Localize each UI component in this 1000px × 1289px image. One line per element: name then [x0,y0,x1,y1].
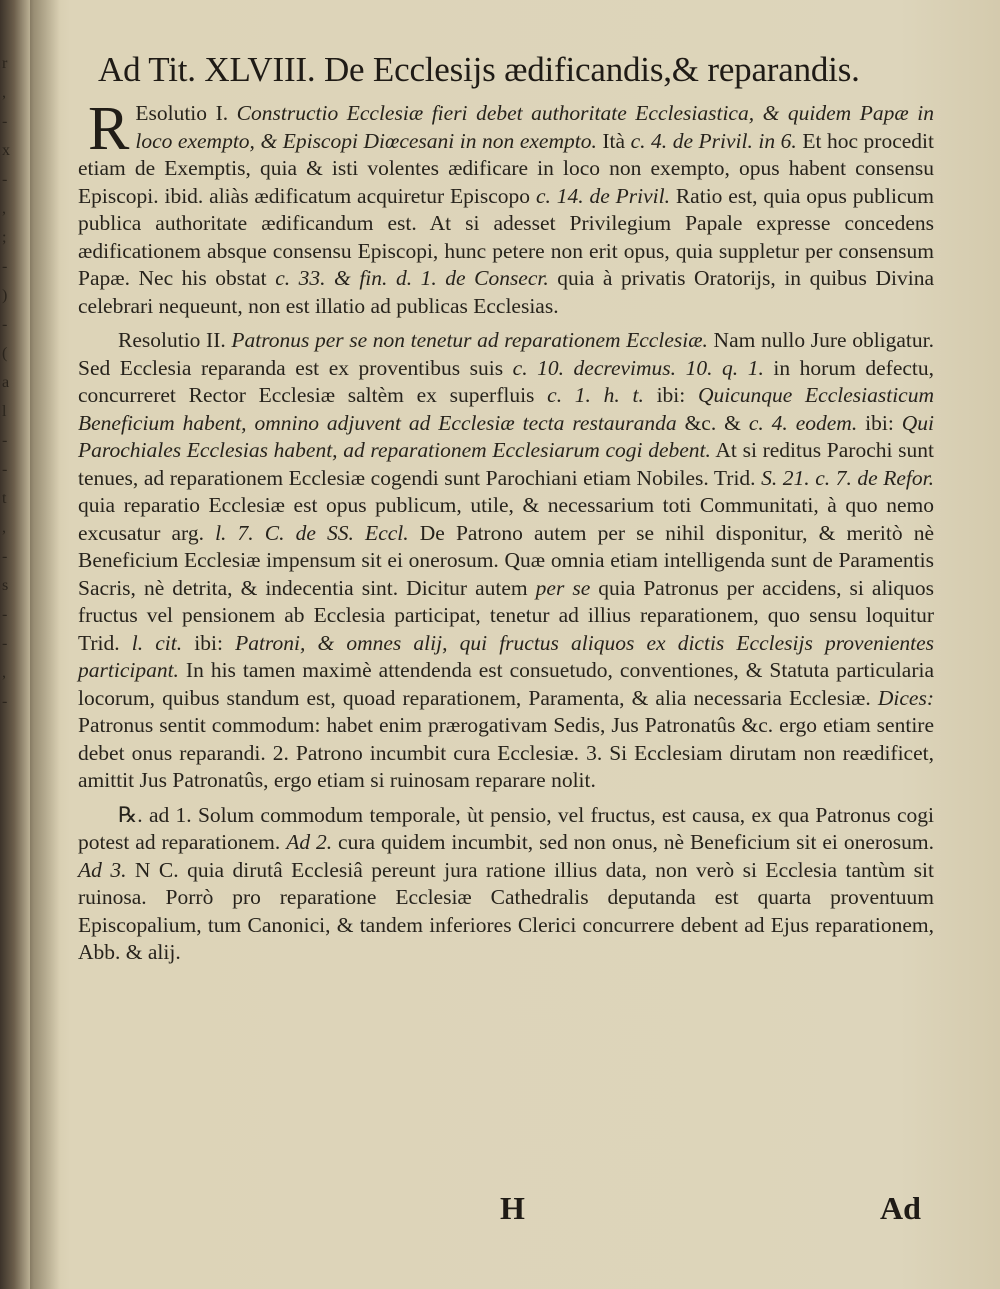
p2-segment: Quicunque Ecclesiasticum Beneficium habent, omnino adjuvent ad Ecclesiæ tecta restauranda [78,383,935,435]
margin-mark: - [2,635,8,652]
p2-segment: Dices: [877,685,934,710]
p2-segment: in horum defectu, concurreret Rector Ecclesiæ saltèm ex superfluis [78,355,935,407]
margin-mark: , [2,84,6,101]
p2-segment: l. 7. C. de SS. Eccl. [215,520,409,545]
p2-segment: Patronus sentit commodum: habet enim prærogativam Sedis, Jus Patronatûs &c. ergo etiam sentire debet onus reparandi. 2. Patrono incumbit cura Ecclesiæ. 3. Si Ecclesiam dirutam non reædificet, amittit Jus Patronatûs, ergo etiam si ruinosam reparare nolit. [78,713,934,792]
margin-mark: a [2,374,10,391]
margin-mark: l [2,403,7,420]
margin-mark: , [2,519,6,536]
p1-segment: quia à privatis Oratorijs, in quibus Divina celebrari nequeunt, non est illatio ad publicas Ecclesias. [78,266,934,318]
p2-segment: ibi: [643,383,698,407]
p2-segment: ibi: [857,410,902,435]
p2-segment: per se [535,575,591,600]
p1-segment: c. 33. & fin. d. 1. de Consecr. [275,266,549,290]
margin-mark: ; [2,229,7,246]
p2-segment: De Patrono autem per se nihil disponitur, & meritò nè Beneficium Ecclesiæ impensum sit ei onerosum. Quæ omnia etiam intelligenda sunt de Paramentis Sacris, nè detrita, & indecentia sint. Dicitur autem [78,520,934,600]
p2-segment: ibi: [182,630,236,655]
margin-mark: , [2,200,6,217]
p2-segment: Qui Parochiales Ecclesias habent, ad reparationem Ecclesiarum cogi debent. [78,410,934,462]
margin-mark: s [2,577,9,594]
p2-segment: quia reparatio Ecclesiæ est opus publicum, utile, & necessarium toti Communitati, à quo nemo excusatur arg. [78,493,934,545]
margin-mark: ) [2,287,8,304]
p1-segment: Ratio est, quia opus publicum publica authoritate ædificandum est. At si adesset Privilegium Papale expresse concedens ædificationem absque consensu Episcopi, hunc petere non erit opus, quia suppletur per consensum Papæ. Nec his obstat [78,183,934,290]
p2-segment: c. 1. h. t. [547,383,644,407]
p1-segment: Et hoc procedit etiam de Exemptis, quia & isti volentes ædificare in loco non exempto, opus habent consensu Episcopi. ibid. aliàs ædificatum acquiretur Episcopo [78,128,934,208]
margin-mark: - [2,693,8,710]
p1-segment: Esolutio I. [135,101,237,125]
p2-segment: Nam nullo Jure obligatur. Sed Ecclesia reparanda est ex proventibus suis [78,328,935,380]
paragraph-responsio [78,802,934,967]
p3-segment: Ad 2. [286,830,333,854]
p2-segment: S. 21. c. 7. de Refor. [761,465,934,490]
signature-mark: H [500,1190,525,1226]
margin-mark: r [2,55,8,72]
p2-segment: &c. & [676,410,749,435]
p1-segment: Ità [596,128,631,153]
p2-segment: Patronus per se non tenetur ad reparationem Ecclesiæ. [231,328,708,352]
margin-mark: - [2,606,8,623]
heading-text: Ad Tit. XLVIII. De Ecclesijs ædificandis,& reparandis. [98,50,860,89]
p2-segment: l. cit. [131,630,183,655]
drop-cap: R [88,95,130,163]
margin-mark: - [2,461,8,478]
margin-mark: t [2,490,7,507]
margin-mark: - [2,316,8,333]
margin-mark: - [2,258,8,275]
paragraph-resolutio-2 [78,327,934,795]
p3-segment: ℞. ad 1. Solum commodum temporale, ùt pensio, vel fructus, est causa, ex qua Patronus cogi potest ad reparationem. [78,802,934,854]
p3-segment: Ad 3. [78,857,127,882]
body-text [78,95,935,967]
p2-segment: c. 4. eodem. [748,410,858,435]
p1-segment: Constructio Ecclesiæ fieri debet authoritate Ecclesiastica, & quidem Papæ in loco exempto, & Episcopi Diœcesani in non exempto. [135,101,934,153]
p2-segment: quia Patronus per accidens, si aliquos fructus vel pensionem ab Ecclesia participat, tenetur ad illius reparationem, quo sensu loquitur Trid. [78,575,935,655]
margin-mark: - [2,432,8,449]
p2-segment: Patroni, & omnes alij, qui fructus aliquos ex dictis Ecclesijs provenientes participant. [78,630,935,682]
p2-segment: At si reditus Parochi sunt tenues, ad reparationem Ecclesiæ cogendi sunt Parochiani etiam Nobiles. Trid. [78,438,934,490]
p1-segment: c. 4. de Privil. in 6. [630,128,797,153]
p2-segment: c. 10. decrevimus. 10. q. 1. [512,355,764,380]
p3-segment: N C. quia dirutâ Ecclesiâ pereunt jura ratione illius data, non verò si Ecclesia tantùm sit ruinosa. Porrò pro reparatione Ecclesiæ Cathedralis deputanda est quarta proventuum Episcopalium, tum Canonici, & tandem inferiores Clerici concurrere debent ad Ejus reparationem, Abb. & alij. [78,857,934,964]
paragraph-resolutio-1 [78,95,934,320]
catchword: Ad [880,1190,921,1226]
page-heading [98,50,918,90]
p2-segment: Resolutio II. [118,328,232,352]
margin-mark: , [2,664,6,681]
p1-segment: c. 14. de Privil. [535,183,670,208]
margin-mark: - [2,113,8,130]
margin-mark: - [2,171,8,188]
left-margin-bleed-text [0,55,14,755]
margin-mark: ( [2,345,8,362]
binding-gutter [30,0,60,1289]
p2-segment: In his tamen maximè attendenda est consuetudo, conventiones, & Statuta particularia locorum, quibus standum est, quoad reparationem, Paramenta, & alia necessaria Ecclesiæ. [78,658,934,710]
margin-mark: - [2,548,8,565]
margin-mark: x [2,142,10,159]
p3-segment: cura quidem incumbit, sed non onus, nè Beneficium sit ei onerosum. [332,830,934,854]
